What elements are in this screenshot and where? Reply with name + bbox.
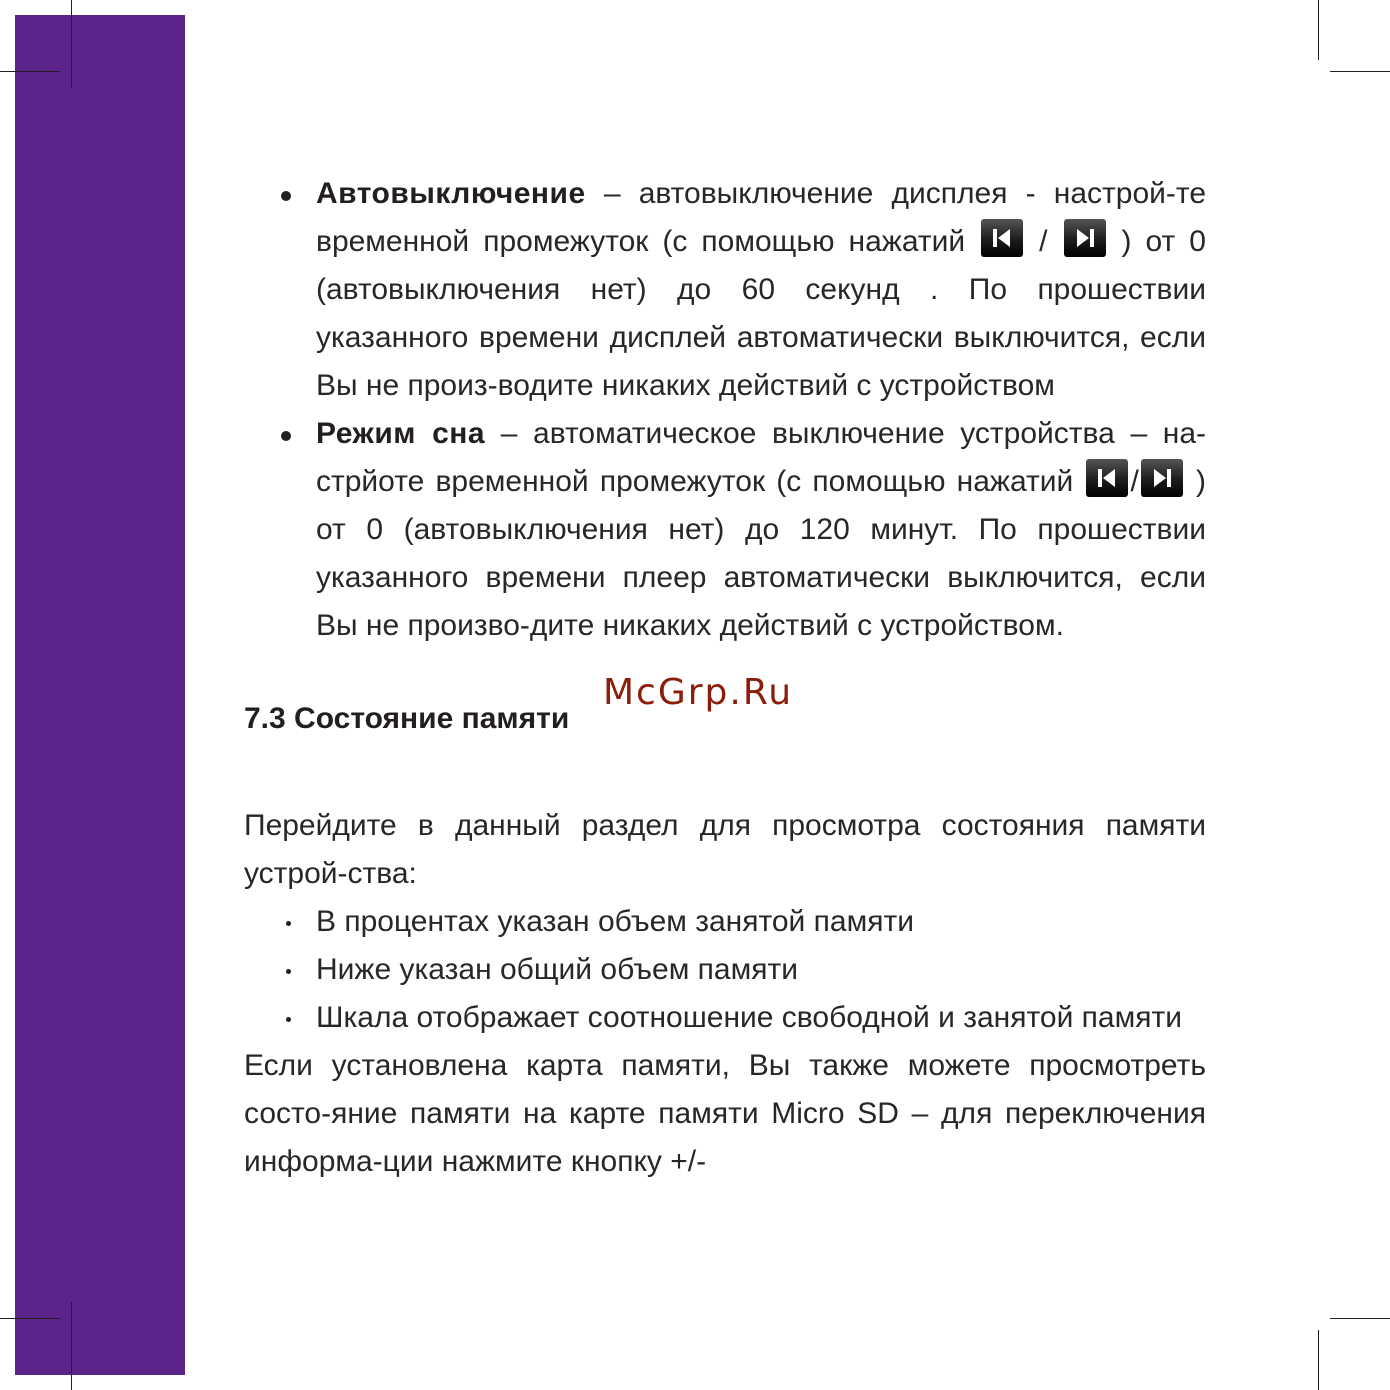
bullet-autooff: Автовыключение – автовыключение дисплея - настрой-те временной промежуток (с помощью нажатий / ) от 0 (автовыключения нет) до 60 секунд . По прошествии указанного времени дисплей автоматически выключится, если Вы не произ-водите никаких действий с устройством	[244, 170, 1206, 410]
section-outro: Если установлена карта памяти, Вы также можете просмотреть состо-яние памяти на карте памяти Micro SD – для переключения информа-ции нажмите кнопку +/-	[244, 1049, 1206, 1178]
bullet-dot	[286, 969, 291, 974]
bullet-dot	[281, 431, 291, 441]
section-intro: Перейдите в данный раздел для просмотра состояния памяти устрой-ства:	[244, 809, 1206, 890]
bullet-dot	[286, 1017, 291, 1022]
memory-section	[244, 802, 1206, 1186]
skip-back-icon	[1086, 459, 1128, 497]
crop-mark	[1318, 0, 1319, 60]
bullet-dot	[281, 191, 291, 201]
crop-mark	[1330, 1318, 1390, 1319]
bullet-term: Автовыключение	[316, 177, 586, 210]
memory-info-list	[244, 898, 1206, 1042]
list-item: Ниже указан общий объем памяти	[244, 946, 1206, 994]
list-item: Шкала отображает соотношение свободной и занятой памяти	[244, 994, 1206, 1042]
crop-mark	[0, 1318, 60, 1319]
bullet-sleep: Режим сна – автоматическое выключение устройства – на-стрйоте временной промежуток (с помощью нажатий / ) от 0 (автовыключения нет) до 120 минут. По прошествии указанного времени плеер автоматически выключится, если Вы не произво-дите никаких действий с устройством.	[244, 410, 1206, 650]
skip-back-icon	[981, 219, 1023, 257]
crop-mark	[0, 71, 60, 72]
skip-forward-icon	[1064, 219, 1106, 257]
crop-mark	[71, 1302, 72, 1390]
crop-mark	[1318, 1330, 1319, 1390]
section-heading: 7.3 Состояние памяти	[244, 702, 570, 735]
crop-mark	[1330, 71, 1390, 72]
bullet-term: Режим сна	[316, 417, 486, 450]
side-color-band	[15, 15, 185, 1375]
watermark: McGrp.Ru	[603, 672, 794, 713]
bullet-dot	[286, 921, 291, 926]
crop-mark	[71, 0, 72, 88]
settings-bullets	[244, 170, 1206, 650]
skip-forward-icon	[1141, 459, 1183, 497]
list-item: В процентах указан объем занятой памяти	[244, 898, 1206, 946]
